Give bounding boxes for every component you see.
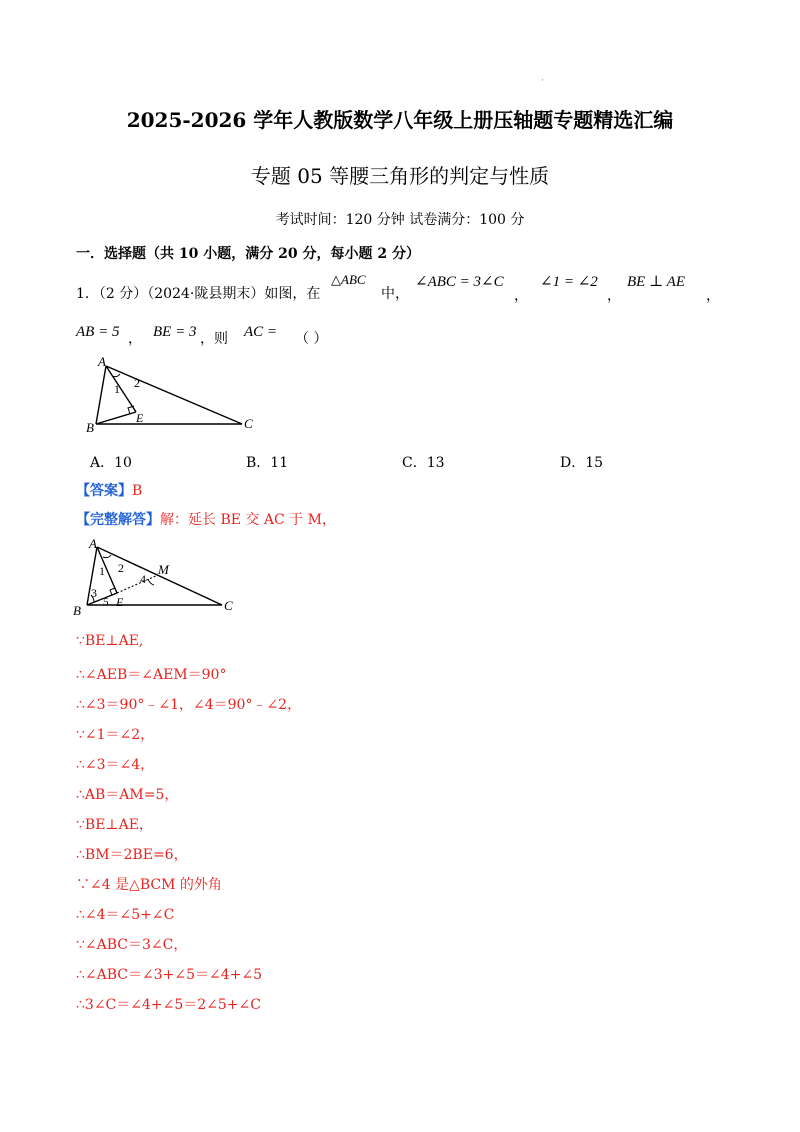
option-b[interactable]: B．11 [246,455,289,471]
solution-step: ∴AB＝AM=5， [76,787,179,803]
solution-step: ∴∠3＝∠4， [76,757,155,773]
solution-step: ∵BE⊥AE， [76,817,153,833]
side-ab [96,366,106,424]
label-angle-2: 2 [134,376,140,390]
separator-comma: ， [128,331,142,347]
section-heading: 一．选择题（共 10 小题，满分 20 分，每小题 2 分） [76,246,420,262]
condition-perpendicular: BE ⊥ AE [627,274,685,290]
solution-step: ∵∠ABC＝3∠C， [76,937,188,953]
question-triangle: △ABC [331,272,366,287]
option-d[interactable]: D．15 [560,455,604,471]
triangle-figure [84,354,264,436]
answer-tag: 【答案】 [76,483,132,499]
question-in: 中， [381,286,409,302]
solution-step: ∴BM＝2BE=6， [76,847,188,863]
separator-comma: ， [607,288,621,304]
separator-comma: ， [706,288,720,304]
solution-intro: 解：延长 BE 交 AC 于 M， [160,512,336,528]
label-angle-1: 1 [99,564,105,578]
separator-comma: ， [514,288,528,304]
question-then: ，则 [200,331,228,347]
solution-line [76,509,336,529]
document-title: 2025-2026 学年人教版数学八年级上册压轴题专题精选汇编 [126,108,674,132]
label-angle-5: 5 [103,596,109,608]
answer-blank: （ ） [295,331,328,347]
label-b: B [86,420,94,435]
label-c: C [224,598,233,613]
label-e: E [116,595,124,609]
label-angle-2: 2 [118,561,124,575]
condition-ab-length: AB = 5 [76,324,120,340]
condition-angle-abc: ∠ABC = 3∠C [415,274,504,290]
answer-value: B [132,483,143,499]
answer-line [76,480,142,500]
solution-step: ∴∠ABC＝∠3+∠5＝∠4+∠5 [76,967,263,983]
label-angle-4: 4 [140,572,146,586]
topic-title: 专题 05 等腰三角形的判定与性质 [250,164,550,188]
question-ask: AC = [244,324,278,340]
label-angle-1: 1 [114,382,120,396]
solution-step: ∴∠3＝90°﹣∠1，∠4＝90°﹣∠2， [76,697,302,713]
label-a: A [98,354,106,369]
label-m: M [158,562,169,577]
label-b: B [73,603,81,617]
condition-angle-equal: ∠1 = ∠2 [540,274,598,290]
label-c: C [244,416,253,431]
angle-arc-m [148,579,154,585]
exam-info: 考试时间：120 分钟 试卷满分：100 分 [275,212,525,228]
label-a: A [89,537,97,551]
solution-step: ∴3∠C＝∠4+∠5＝2∠5+∠C [76,997,261,1013]
label-e: E [136,411,144,425]
solution-figure [70,537,240,617]
option-c[interactable]: C．13 [402,455,445,471]
label-angle-3: 3 [91,586,97,600]
solution-step: ∵∠1＝∠2， [76,727,155,743]
solution-tag: 【完整解答】 [76,512,160,528]
solution-step: ∵∠4 是△BCM 的外角 [76,877,222,893]
solution-step: ∴∠AEB＝∠AEM＝90° [76,667,227,683]
condition-be-length: BE = 3 [153,324,197,340]
solution-step: ∵BE⊥AE, [76,633,144,649]
option-a[interactable]: A．10 [90,455,132,471]
dot-mark: · [541,76,544,86]
angle-arc [112,374,120,377]
solution-step: ∴∠4＝∠5+∠C [76,907,175,923]
angle-arc [103,555,111,558]
question-intro: 1．（2 分）（2024·陇县期末）如图，在 [76,286,321,302]
